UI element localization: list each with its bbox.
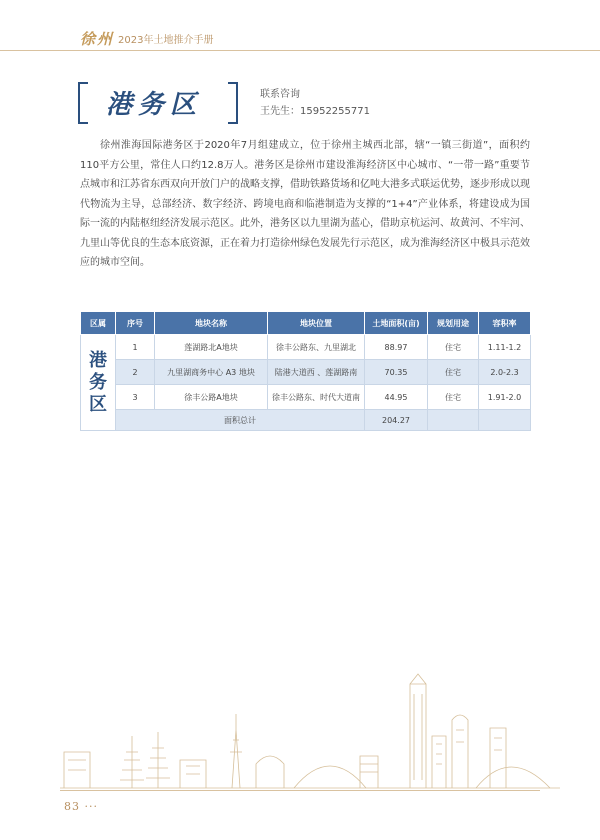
col-header-no: 序号 (116, 312, 155, 335)
zone-label: 港务区 (89, 349, 107, 415)
dome-building (256, 756, 284, 788)
cell-use: 住宅 (428, 385, 479, 410)
table-row (81, 360, 531, 385)
total-empty-far (479, 410, 531, 431)
total-empty-use (428, 410, 479, 431)
table-row (81, 335, 531, 360)
cell-use: 住宅 (428, 360, 479, 385)
col-header-zone: 区属 (81, 312, 116, 335)
col-header-name: 地块名称 (155, 312, 268, 335)
col-header-far: 容积率 (479, 312, 531, 335)
section-title: 港务区 (106, 90, 203, 120)
col-header-use: 规划用途 (428, 312, 479, 335)
title-bracket-right (228, 82, 238, 124)
cell-far: 1.91-2.0 (479, 385, 531, 410)
city-skyline-illustration (60, 660, 560, 790)
table-header-row (81, 312, 531, 335)
cell-no: 2 (116, 360, 155, 385)
header-subtitle: 2023年土地推介手册 (118, 35, 214, 46)
table-row (81, 385, 531, 410)
cell-area: 44.95 (365, 385, 428, 410)
skyscraper-tall (410, 674, 426, 788)
cell-location: 徐丰公路东、时代大道南 (268, 385, 365, 410)
table-total-row (81, 410, 531, 431)
zone-cell (81, 335, 116, 431)
cell-name: 徐丰公路A地块 (155, 385, 268, 410)
cell-far: 2.0-2.3 (479, 360, 531, 385)
cell-area: 88.97 (365, 335, 428, 360)
col-header-area: 土地面积(亩) (365, 312, 428, 335)
pagoda-tower (120, 736, 144, 788)
cell-no: 1 (116, 335, 155, 360)
page-header (0, 0, 600, 60)
building-mid-1 (180, 760, 206, 788)
contact-info (260, 86, 370, 120)
header-divider (0, 50, 600, 51)
cell-name: 莲湖路北A地块 (155, 335, 268, 360)
intro-paragraph: 徐州淮海国际港务区于2020年7月组建成立，位于徐州主城西北部，辖“一镇三街道”，面积约110平方公里，常住人口约12.8万人。港务区是徐州市建设淮海经济区中心城市、“一带一路”重要节点城市和江苏省东西双向开放门户的战略支撑，借助铁路货场和亿吨大港多式联运优势，逐步形成以现代物流为主导，总部经济、数字经济、跨境电商和临港制造为支撑的“1+4”产业体系，将建设成为国际一流的内陆枢纽经济发展示范区。此外，港务区以九里湖为蓝心，借助京杭运河、故黄河、不牢河、九里山等优良的生态本底资源，正在着力打造徐州绿色发展先行示范区，成为淮海经济区中极具示范效应的城市空间。 (80, 140, 530, 268)
brand-logo: 徐州 (80, 30, 115, 48)
building-right-1 (432, 736, 446, 788)
building-mid-2 (360, 756, 378, 788)
contact-label: 联系咨询 (260, 89, 300, 100)
tv-tower (230, 714, 242, 788)
contact-person: 王先生：15952255771 (260, 106, 370, 117)
cell-area: 70.35 (365, 360, 428, 385)
total-value: 204.27 (365, 410, 428, 431)
building-right-2 (452, 715, 468, 788)
stadium (294, 766, 366, 788)
cell-location: 陆港大道西 、莲湖路南 (268, 360, 365, 385)
footer-divider (60, 790, 540, 791)
pagoda-tower-2 (146, 732, 170, 788)
page-number: 83 ··· (64, 800, 98, 813)
section-title-box (78, 82, 238, 122)
title-bracket-left (78, 82, 88, 124)
cell-location: 徐丰公路东、九里湖北 (268, 335, 365, 360)
land-plot-table (80, 311, 531, 431)
cell-name: 九里湖商务中心 A3 地块 (155, 360, 268, 385)
cell-no: 3 (116, 385, 155, 410)
building-right-3 (490, 728, 506, 788)
col-header-location: 地块位置 (268, 312, 365, 335)
arc-building (476, 767, 550, 788)
cell-use: 住宅 (428, 335, 479, 360)
cell-far: 1.11-1.2 (479, 335, 531, 360)
building-left-1 (64, 752, 90, 788)
total-label: 面积总计 (116, 410, 365, 431)
